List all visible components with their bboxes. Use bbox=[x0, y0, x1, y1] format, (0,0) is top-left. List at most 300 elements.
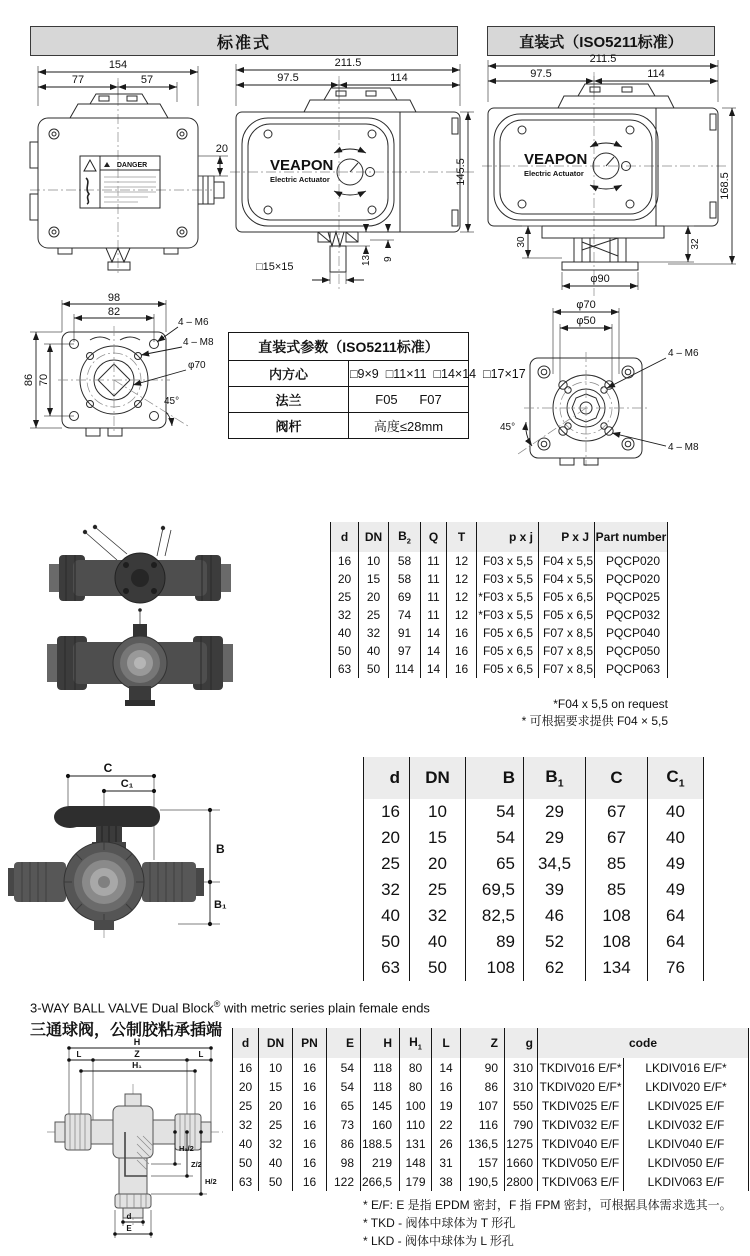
column-header: Q bbox=[421, 522, 447, 552]
table-cell: F05 x 6,5 bbox=[539, 588, 595, 606]
column-header: $C_1$ bbox=[648, 757, 704, 799]
table3-footnotes bbox=[363, 1196, 732, 1250]
table-cell: 2800 bbox=[505, 1172, 538, 1191]
table-cell: 25 bbox=[410, 877, 466, 903]
table-cell: PQCP032 bbox=[595, 606, 668, 624]
table-cell: 54 bbox=[327, 1058, 361, 1077]
table-cell: 14 bbox=[421, 642, 447, 660]
table-row bbox=[364, 955, 704, 981]
dim-label: 114 bbox=[647, 68, 665, 80]
flange-view-standard-drawing bbox=[20, 292, 232, 444]
row-label: 阀杆 bbox=[229, 413, 349, 439]
dim-label: 86 bbox=[23, 373, 35, 387]
table-cell: 266,5 bbox=[361, 1172, 400, 1191]
table-cell: 190,5 bbox=[461, 1172, 505, 1191]
table-row bbox=[331, 660, 668, 678]
valve-cutaway-drawing bbox=[25, 1036, 240, 1241]
table-cell: TKDIV025 E/F bbox=[538, 1096, 624, 1115]
table-cell: 63 bbox=[364, 955, 410, 981]
table-cell: 46 bbox=[524, 903, 586, 929]
table-cell: 160 bbox=[361, 1115, 400, 1134]
table-cell: 25 bbox=[364, 851, 410, 877]
table-row bbox=[331, 552, 668, 570]
valve-photo-with-dimensions bbox=[8, 758, 238, 993]
column-header: H bbox=[361, 1028, 400, 1058]
table-cell: LKDIV050 E/F bbox=[624, 1153, 749, 1172]
table-cell: 108 bbox=[586, 929, 648, 955]
header-row bbox=[233, 1028, 749, 1058]
table-cell: 40 bbox=[410, 929, 466, 955]
table-cell: PQCP020 bbox=[595, 552, 668, 570]
output-shaft bbox=[318, 232, 358, 272]
table-cell: 14 bbox=[421, 660, 447, 678]
table-cell: PQCP025 bbox=[595, 588, 668, 606]
table1-footnotes bbox=[330, 696, 668, 730]
dim-label: 4 – M6 bbox=[668, 348, 699, 359]
table-cell: 29 bbox=[524, 799, 586, 825]
table-cell: 15 bbox=[410, 825, 466, 851]
dim-label: L bbox=[198, 1050, 204, 1059]
table-cell: LKDIV020 E/F* bbox=[624, 1077, 749, 1096]
table-cell: 98 bbox=[327, 1153, 361, 1172]
footnote: *F04 x 5,5 on request bbox=[553, 697, 668, 711]
warning-triangle-icon bbox=[104, 162, 110, 167]
footnote: * TKD - 阀体中球体为 T 形孔 bbox=[363, 1216, 516, 1230]
dim-label: 4 – M8 bbox=[668, 442, 699, 453]
column-header: DN bbox=[259, 1028, 293, 1058]
iso-table-title: 直装式参数（ISO5211标准） bbox=[229, 333, 469, 361]
column-header: Z bbox=[461, 1028, 505, 1058]
brand-name: VEAPON bbox=[524, 151, 588, 168]
table-cell: 114 bbox=[389, 660, 421, 678]
row-label: 法兰 bbox=[229, 387, 349, 413]
column-header: E bbox=[327, 1028, 361, 1058]
table-cell: 16 bbox=[447, 624, 477, 642]
brand-sub: Electric Actuator bbox=[270, 175, 330, 184]
table-cell: F03 x 5,5 bbox=[477, 552, 539, 570]
table-cell: F05 x 6,5 bbox=[477, 642, 539, 660]
table-row bbox=[331, 588, 668, 606]
table-cell: 16 bbox=[293, 1077, 327, 1096]
table-cell: 54 bbox=[466, 799, 524, 825]
dim-label: 70 bbox=[38, 373, 50, 387]
column-header: P x J bbox=[539, 522, 595, 552]
table-cell: 40 bbox=[364, 903, 410, 929]
dim-label: 13 bbox=[361, 254, 372, 266]
table-cell: 32 bbox=[359, 624, 389, 642]
table-cell: 67 bbox=[586, 799, 648, 825]
header-row bbox=[364, 757, 704, 799]
table-cell: 20 bbox=[331, 570, 359, 588]
column-header: B bbox=[466, 757, 524, 799]
dim-label: 4 – M6 bbox=[178, 317, 209, 328]
dim-label: H₁ bbox=[132, 1060, 142, 1070]
table-cell: 134 bbox=[586, 955, 648, 981]
table-cell: 54 bbox=[466, 825, 524, 851]
table-cell: 148 bbox=[400, 1153, 432, 1172]
valve-product-render bbox=[45, 518, 235, 713]
dimension-table-3way-valve bbox=[232, 1028, 749, 1191]
dim-label: 82 bbox=[107, 306, 121, 318]
table-cell: 310 bbox=[505, 1058, 538, 1077]
table-cell: 1275 bbox=[505, 1134, 538, 1153]
table-cell: 100 bbox=[400, 1096, 432, 1115]
column-header: C bbox=[586, 757, 648, 799]
table-row bbox=[229, 387, 469, 413]
table-cell: 65 bbox=[327, 1096, 361, 1115]
table-cell: 1660 bbox=[505, 1153, 538, 1172]
dim-label: 30 bbox=[516, 236, 527, 248]
table-cell: TKDIV050 E/F bbox=[538, 1153, 624, 1172]
table-cell: 63 bbox=[233, 1172, 259, 1191]
table-cell: 11 bbox=[421, 570, 447, 588]
column-header: DN bbox=[359, 522, 389, 552]
table-cell: 50 bbox=[359, 660, 389, 678]
table-cell: TKDIV032 E/F bbox=[538, 1115, 624, 1134]
table-cell: LKDIV032 E/F bbox=[624, 1115, 749, 1134]
table-cell: 108 bbox=[466, 955, 524, 981]
table-cell: 25 bbox=[259, 1115, 293, 1134]
column-header: d bbox=[331, 522, 359, 552]
table-cell: 91 bbox=[389, 624, 421, 642]
table-cell: 32 bbox=[364, 877, 410, 903]
table-cell: 219 bbox=[361, 1153, 400, 1172]
table-cell: LKDIV025 E/F bbox=[624, 1096, 749, 1115]
table-cell: 12 bbox=[447, 552, 477, 570]
table-row bbox=[364, 851, 704, 877]
table-cell: 122 bbox=[327, 1172, 361, 1191]
table-cell: 32 bbox=[410, 903, 466, 929]
table-cell: 73 bbox=[327, 1115, 361, 1134]
danger-label bbox=[80, 156, 160, 208]
row-value: □9×9 □11×11 □14×14 □17×17 bbox=[349, 361, 469, 387]
table-cell: 15 bbox=[259, 1077, 293, 1096]
mounting-flange bbox=[542, 226, 664, 270]
table-cell: 34,5 bbox=[524, 851, 586, 877]
dim-label: 98 bbox=[107, 292, 121, 304]
dim-label: B₁ bbox=[214, 899, 227, 911]
table-row bbox=[331, 606, 668, 624]
table-cell: 52 bbox=[524, 929, 586, 955]
dim-label: 32 bbox=[690, 238, 701, 250]
table-cell: 22 bbox=[432, 1115, 461, 1134]
section3-title-en: 3-WAY BALL VALVE Dual Block® with metric series plain female ends bbox=[30, 999, 430, 1016]
table-cell: 58 bbox=[389, 552, 421, 570]
dim-label: H₁/2 bbox=[179, 1144, 194, 1153]
table-cell: 16 bbox=[293, 1058, 327, 1077]
table-cell: 82,5 bbox=[466, 903, 524, 929]
table-cell: 80 bbox=[400, 1077, 432, 1096]
dim-label: φ50 bbox=[576, 315, 596, 327]
table-cell: 188.5 bbox=[361, 1134, 400, 1153]
dimension-table-actuator-interface bbox=[330, 522, 668, 678]
table-cell: F05 x 6,5 bbox=[539, 606, 595, 624]
table-cell: 39 bbox=[524, 877, 586, 903]
table-row bbox=[233, 1096, 749, 1115]
table-cell: 32 bbox=[233, 1115, 259, 1134]
dim-label: 211.5 bbox=[334, 57, 362, 69]
dim-label: 9 bbox=[383, 256, 394, 262]
table-cell: 54 bbox=[327, 1077, 361, 1096]
table-cell: PQCP063 bbox=[595, 660, 668, 678]
dim-label: φ70 bbox=[576, 299, 596, 311]
dim-label: 45° bbox=[164, 396, 180, 407]
footnote: * LKD - 阀体中球体为 L 形孔 bbox=[363, 1234, 514, 1248]
table-cell: 12 bbox=[447, 606, 477, 624]
table-row bbox=[331, 570, 668, 588]
dim-label: 114 bbox=[390, 72, 408, 84]
table-cell: 10 bbox=[359, 552, 389, 570]
registered-mark: ® bbox=[213, 999, 221, 1009]
table-cell: F05 x 6,5 bbox=[477, 624, 539, 642]
column-header: L bbox=[432, 1028, 461, 1058]
table-row bbox=[233, 1134, 749, 1153]
table-cell: *F03 x 5,5 bbox=[477, 588, 539, 606]
table-cell: 40 bbox=[259, 1153, 293, 1172]
dim-label: 77 bbox=[71, 74, 85, 86]
flange-view-iso-drawing bbox=[490, 294, 740, 470]
table-cell: 76 bbox=[648, 955, 704, 981]
table-cell: 157 bbox=[461, 1153, 505, 1172]
table-cell: 14 bbox=[421, 624, 447, 642]
table-cell: 15 bbox=[359, 570, 389, 588]
table-cell: 19 bbox=[432, 1096, 461, 1115]
table-cell: 69,5 bbox=[466, 877, 524, 903]
table-cell: 50 bbox=[233, 1153, 259, 1172]
table-cell: 20 bbox=[359, 588, 389, 606]
table-row bbox=[364, 825, 704, 851]
table-cell: 86 bbox=[327, 1134, 361, 1153]
table-cell: PQCP020 bbox=[595, 570, 668, 588]
table-cell: 50 bbox=[364, 929, 410, 955]
column-header: PN bbox=[293, 1028, 327, 1058]
table-cell: 29 bbox=[524, 825, 586, 851]
table-cell: 20 bbox=[233, 1077, 259, 1096]
table-cell: 550 bbox=[505, 1096, 538, 1115]
dimension-table-valve-body bbox=[363, 757, 704, 981]
table-cell: PQCP050 bbox=[595, 642, 668, 660]
table-cell: 25 bbox=[331, 588, 359, 606]
dim-label: H/2 bbox=[205, 1177, 217, 1186]
column-header: g bbox=[505, 1028, 538, 1058]
table-cell: 310 bbox=[505, 1077, 538, 1096]
table-cell: 50 bbox=[410, 955, 466, 981]
table-cell: 25 bbox=[233, 1096, 259, 1115]
table-cell: 67 bbox=[586, 825, 648, 851]
table-cell: 90 bbox=[461, 1058, 505, 1077]
dim-label: 211.5 bbox=[589, 53, 617, 65]
dim-label: 20 bbox=[215, 143, 228, 155]
table-cell: LKDIV040 E/F bbox=[624, 1134, 749, 1153]
table-cell: 118 bbox=[361, 1077, 400, 1096]
dim-label: □15×15 bbox=[256, 261, 294, 273]
table-cell: 16 bbox=[233, 1058, 259, 1077]
valve-body bbox=[8, 842, 204, 930]
dim-label: C bbox=[103, 761, 113, 775]
column-header: $H_1$ bbox=[400, 1028, 432, 1058]
dim-label: B bbox=[216, 842, 225, 856]
valve-cutaway-body bbox=[55, 1094, 211, 1218]
section-header-standard-label: 标准式 bbox=[216, 34, 271, 52]
table-cell: 50 bbox=[259, 1172, 293, 1191]
table-cell: 32 bbox=[259, 1134, 293, 1153]
row-value: F05 F07 bbox=[349, 387, 469, 413]
table-cell: 74 bbox=[389, 606, 421, 624]
table-cell: 16 bbox=[447, 660, 477, 678]
table-cell: 16 bbox=[293, 1115, 327, 1134]
dim-label: d bbox=[126, 1212, 132, 1221]
table-cell: 64 bbox=[648, 929, 704, 955]
brand-sub: Electric Actuator bbox=[524, 169, 584, 178]
table-cell: 20 bbox=[364, 825, 410, 851]
section-header-standard bbox=[30, 26, 458, 56]
table-row bbox=[233, 1172, 749, 1191]
section3-title-cn: 三通球阀，公制胶粘承插端 bbox=[30, 1022, 223, 1039]
table-cell: 108 bbox=[586, 903, 648, 929]
column-header: d bbox=[364, 757, 410, 799]
table-cell: 16 bbox=[293, 1134, 327, 1153]
table-cell: LKDIV063 E/F bbox=[624, 1172, 749, 1191]
table-cell: 97 bbox=[389, 642, 421, 660]
valve-top-view bbox=[49, 553, 231, 603]
actuator-side-view-iso-drawing bbox=[478, 50, 750, 302]
table-cell: 16 bbox=[293, 1172, 327, 1191]
table-cell: 12 bbox=[447, 588, 477, 606]
table-cell: F04 x 5,5 bbox=[539, 570, 595, 588]
table-cell: 110 bbox=[400, 1115, 432, 1134]
danger-label-text: DANGER bbox=[116, 162, 148, 169]
table-cell: 16 bbox=[293, 1153, 327, 1172]
dim-label: C₁ bbox=[120, 778, 134, 790]
table-cell: F05 x 6,5 bbox=[477, 660, 539, 678]
table-cell: 20 bbox=[410, 851, 466, 877]
table-cell: 50 bbox=[331, 642, 359, 660]
table-cell: 62 bbox=[524, 955, 586, 981]
table-cell: 40 bbox=[331, 624, 359, 642]
dim-label: 57 bbox=[140, 74, 154, 86]
column-header: DN bbox=[410, 757, 466, 799]
table-cell: F07 x 8,5 bbox=[539, 624, 595, 642]
table-cell: 64 bbox=[648, 903, 704, 929]
table-cell: 12 bbox=[447, 570, 477, 588]
table-cell: 89 bbox=[466, 929, 524, 955]
table-row bbox=[364, 799, 704, 825]
table-cell: 31 bbox=[432, 1153, 461, 1172]
table-cell: 20 bbox=[259, 1096, 293, 1115]
table-cell: F07 x 8,5 bbox=[539, 660, 595, 678]
table-cell: 107 bbox=[461, 1096, 505, 1115]
table-cell: 136,5 bbox=[461, 1134, 505, 1153]
table-cell: 16 bbox=[331, 552, 359, 570]
dim-label: 168.5 bbox=[719, 172, 731, 200]
table-cell: 116 bbox=[461, 1115, 505, 1134]
dim-label: 45° bbox=[500, 422, 516, 433]
dim-label: 4 – M8 bbox=[183, 337, 214, 348]
table-cell: 40 bbox=[648, 825, 704, 851]
table-cell: 65 bbox=[466, 851, 524, 877]
table-row bbox=[364, 903, 704, 929]
table-cell: 118 bbox=[361, 1058, 400, 1077]
footnote: * E/F: E 是指 EPDM 密封，F 指 FPM 密封，可根据具体需求选其一。 bbox=[363, 1198, 732, 1212]
table-row bbox=[229, 413, 469, 439]
table-row bbox=[364, 877, 704, 903]
table-cell: PQCP040 bbox=[595, 624, 668, 642]
table-cell: 86 bbox=[461, 1077, 505, 1096]
table-cell: 16 bbox=[293, 1096, 327, 1115]
table-cell: 145 bbox=[361, 1096, 400, 1115]
header-row bbox=[331, 522, 668, 552]
table-row bbox=[233, 1058, 749, 1077]
table-cell: 179 bbox=[400, 1172, 432, 1191]
table-cell: *F03 x 5,5 bbox=[477, 606, 539, 624]
table-cell: 25 bbox=[359, 606, 389, 624]
table-cell: 16 bbox=[364, 799, 410, 825]
table-cell: 10 bbox=[259, 1058, 293, 1077]
table-cell: 32 bbox=[331, 606, 359, 624]
table-row bbox=[364, 929, 704, 955]
dim-label: L bbox=[76, 1050, 82, 1059]
table-cell: 80 bbox=[400, 1058, 432, 1077]
table-cell: TKDIV016 E/F* bbox=[538, 1058, 624, 1077]
table-cell: 69 bbox=[389, 588, 421, 606]
table-cell: TKDIV063 E/F bbox=[538, 1172, 624, 1191]
column-header: p x j bbox=[477, 522, 539, 552]
table-cell: TKDIV020 E/F* bbox=[538, 1077, 624, 1096]
column-header: $B_1$ bbox=[524, 757, 586, 799]
dim-label: E bbox=[126, 1224, 132, 1233]
table-cell: 58 bbox=[389, 570, 421, 588]
footnote: * 可根据要求提供 F04 × 5,5 bbox=[521, 714, 668, 728]
dim-label: 97.5 bbox=[530, 68, 552, 80]
dim-label: H bbox=[133, 1037, 141, 1047]
table-cell: 131 bbox=[400, 1134, 432, 1153]
table-cell: 11 bbox=[421, 606, 447, 624]
actuator-front-view-drawing bbox=[28, 56, 232, 298]
table-row bbox=[229, 361, 469, 387]
table-cell: 85 bbox=[586, 877, 648, 903]
column-header: $B_2$ bbox=[389, 522, 421, 552]
table-cell: 85 bbox=[586, 851, 648, 877]
dim-label: 97.5 bbox=[277, 72, 299, 84]
table-row bbox=[233, 1115, 749, 1134]
table-cell: 790 bbox=[505, 1115, 538, 1134]
row-label: 内方心 bbox=[229, 361, 349, 387]
dim-label: φ70 bbox=[188, 360, 206, 371]
row-value: 高度≤28mm bbox=[349, 413, 469, 439]
table-cell: 40 bbox=[359, 642, 389, 660]
table-cell: F03 x 5,5 bbox=[477, 570, 539, 588]
table-cell: 11 bbox=[421, 552, 447, 570]
table-cell: 26 bbox=[432, 1134, 461, 1153]
dim-label: 145.5 bbox=[455, 158, 467, 186]
table-cell: 40 bbox=[648, 799, 704, 825]
table-cell: LKDIV016 E/F* bbox=[624, 1058, 749, 1077]
table-row bbox=[331, 624, 668, 642]
table-cell: 10 bbox=[410, 799, 466, 825]
table-cell: 38 bbox=[432, 1172, 461, 1191]
table-row bbox=[233, 1077, 749, 1096]
valve-front-view bbox=[47, 624, 233, 706]
column-header: d bbox=[233, 1028, 259, 1058]
table-cell: 63 bbox=[331, 660, 359, 678]
dim-label: Z bbox=[134, 1049, 140, 1059]
table-cell: 16 bbox=[432, 1077, 461, 1096]
table-cell: 16 bbox=[447, 642, 477, 660]
table-cell: 11 bbox=[421, 588, 447, 606]
dim-label: φ90 bbox=[590, 273, 610, 285]
column-header: code bbox=[538, 1028, 749, 1058]
dim-label: 154 bbox=[108, 59, 128, 71]
